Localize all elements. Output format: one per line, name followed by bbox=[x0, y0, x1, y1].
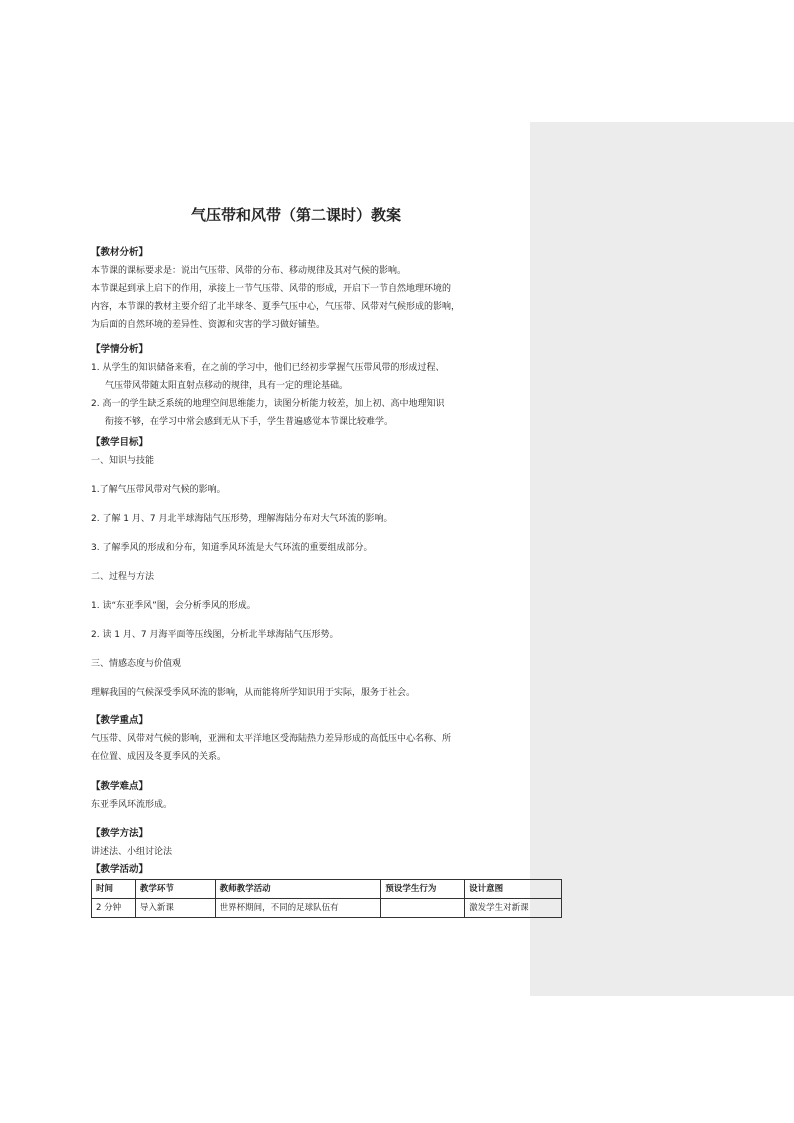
table-cell: 世界杯期间，不同的足球队伍有 bbox=[215, 899, 381, 918]
section-teaching-methods bbox=[91, 825, 531, 861]
list-item: 1. 从学生的知识储备来看，在之前的学习中，他们已经初步掌握气压带风带的形成过程、 bbox=[91, 363, 445, 373]
list-item-continuation: 气压带风带随太阳直射点移动的规律，具有一定的理论基础。 bbox=[105, 381, 349, 391]
section-key-points bbox=[91, 712, 531, 766]
list-item-continuation: 衔接不够，在学习中常会感到无从下手，学生普遍感觉本节课比较难学。 bbox=[105, 417, 394, 427]
table-header-cell: 教学环节 bbox=[135, 880, 215, 899]
paragraph: 本节课的课标要求是：说出气压带、风带的分布、移动规律及其对气候的影响。 bbox=[91, 266, 407, 276]
subsection-title: 三、情感态度与价值观 bbox=[91, 659, 182, 669]
table-header-cell: 设计意图 bbox=[465, 880, 562, 899]
list-item: 2. 了解 1 月、7 月北半球海陆气压形势，理解海陆分布对大气环流的影响。 bbox=[91, 514, 393, 524]
table-cell: 激发学生对新课 bbox=[465, 899, 562, 918]
heading-student-analysis: 【学情分析】 bbox=[91, 344, 149, 355]
table-header-cell: 预设学生行为 bbox=[381, 880, 465, 899]
paragraph: 气压带、风带对气候的影响，亚洲和太平洋地区受海陆热力差异形成的高低压中心名称、所 bbox=[91, 734, 452, 744]
table-cell: 导入新课 bbox=[135, 899, 215, 918]
section-difficult-points bbox=[91, 778, 531, 814]
table-header-row bbox=[92, 880, 562, 899]
paragraph: 本节课起到承上启下的作用，承接上一节气压带、风带的形成，开启下一节自然地理环境的 bbox=[91, 284, 452, 294]
page-title: 气压带和风带（第二课时）教案 bbox=[191, 206, 402, 224]
section-teaching-goals bbox=[91, 434, 531, 702]
heading-teaching-activities: 【教学活动】 bbox=[91, 864, 149, 875]
table-header-cell: 时间 bbox=[92, 880, 136, 899]
table-header-cell: 教师教学活动 bbox=[215, 880, 381, 899]
table-row bbox=[92, 899, 562, 918]
list-item: 2. 读 1 月、7 月海平面等压线图，分析北半球海陆气压形势。 bbox=[91, 630, 339, 640]
table-cell: 2 分钟 bbox=[92, 899, 136, 918]
section-teaching-activities bbox=[91, 861, 531, 879]
paragraph: 讲述法、小组讨论法 bbox=[91, 847, 173, 857]
section-textbook-analysis bbox=[91, 244, 531, 334]
list-item: 2. 高一的学生缺乏系统的地理空间思维能力，读图分析能力较差，加上初、高中地理知识 bbox=[91, 399, 445, 409]
table-cell bbox=[381, 899, 465, 918]
list-item: 3. 了解季风的形成和分布，知道季风环流是大气环流的重要组成部分。 bbox=[91, 543, 373, 553]
heading-teaching-goals: 【教学目标】 bbox=[91, 437, 149, 448]
comment-pane bbox=[530, 122, 794, 996]
paragraph: 内容，本节课的教材主要介绍了北半球冬、夏季气压中心，气压带、风带对气候形成的影响， bbox=[91, 302, 461, 312]
paragraph: 在位置、成因及冬夏季风的关系。 bbox=[91, 752, 227, 762]
subsection-title: 一、知识与技能 bbox=[91, 456, 155, 466]
subsection-title: 二、过程与方法 bbox=[91, 572, 155, 582]
list-item: 1.了解气压带风带对气候的影响。 bbox=[91, 485, 226, 495]
activities-table bbox=[91, 879, 562, 918]
paragraph: 东亚季风环流形成。 bbox=[91, 800, 173, 810]
heading-textbook-analysis: 【教材分析】 bbox=[91, 247, 149, 258]
paragraph: 为后面的自然环境的差异性、资源和灾害的学习做好铺垫。 bbox=[91, 320, 326, 330]
heading-difficult-points: 【教学难点】 bbox=[91, 781, 149, 792]
heading-teaching-methods: 【教学方法】 bbox=[91, 828, 149, 839]
list-item: 理解我国的气候深受季风环流的影响，从而能将所学知识用于实际，服务于社会。 bbox=[91, 688, 416, 698]
list-item: 1. 读“东亚季风”图，会分析季风的形成。 bbox=[91, 601, 256, 611]
section-student-analysis bbox=[91, 341, 531, 431]
heading-key-points: 【教学重点】 bbox=[91, 715, 149, 726]
